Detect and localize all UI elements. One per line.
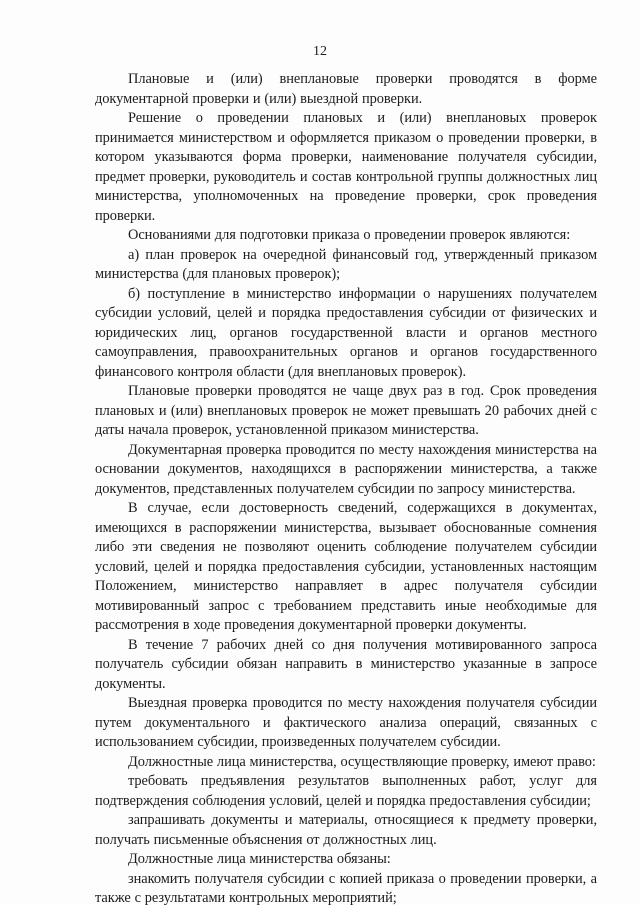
paragraph: Основаниями для подготовки приказа о проведении проверок являются: [128, 227, 571, 243]
paragraph: Должностные лица министерства, осуществляющие проверку, имеют право: [128, 753, 596, 770]
paragraph: знакомить получателя субсидии с копией приказа о проведении проверки, а также с результатами контрольных мероприятий; [95, 870, 597, 905]
paragraph: а) план проверок на очередной финансовый год, утвержденный приказом министерства (для плановых проверок); [95, 246, 597, 282]
paragraph: В течение 7 рабочих дней со дня получения мотивированного запроса получатель субсидии обязан направить в министерство указанные в запросе документы. [95, 636, 597, 692]
paragraph: Выездная проверка проводится по месту нахождения получателя субсидии путем документального и фактического анализа операций, связанных с использованием субсидии, произведенных получателем субсидии. [95, 695, 597, 750]
paragraph: В случае, если достоверность сведений, содержащихся в документах, имеющихся в распоряжении министерства, вызывает обоснованные сомнения либо эти сведения не позволяют оценить соблюдение получателем субсидии условий, целей и порядка предоставления субсидии, установленных настоящим Положением, министерство направляет в адрес получателя субсидии мотивированный запрос с требованием представить иные необходимые для рассмотрения в ходе проведения документарной проверки документы. [95, 500, 597, 633]
paragraph: Документарная проверка проводится по месту нахождения министерства на основании документов, находящихся в распоряжении министерства, а также документов, представленных получателем субсидии по запросу министерства. [95, 441, 597, 497]
paragraph: требовать предъявления результатов выполненных работ, услуг для подтверждения соблюдения условий, целей и порядка предоставления субсидии; [95, 773, 597, 809]
paragraph: Плановые и (или) внеплановые проверки проводятся в форме документарной проверки и (или) выездной проверки. [95, 71, 597, 107]
paragraph: Должностные лица министерства обязаны: [128, 851, 391, 867]
paragraph: Решение о проведении плановых и (или) внеплановых проверок принимается министерством и оформляется приказом о проведении проверки, в котором указываются форма проверки, наименование получателя субсидии, предмет проверки, руководитель и состав контрольной группы должностных лиц министерства, уполномоченных на проведение проверки, срок проведения проверки. [95, 110, 597, 224]
page-number: 12 [313, 44, 327, 59]
paragraph: б) поступление в министерство информации о нарушениях получателем субсидии условий, целей и порядка предоставления субсидии от физических и юридических лиц, органов государственной власти и органов местного самоуправления, правоохранительных органов и органов государственного финансового контроля области (для внеплановых проверок). [95, 285, 597, 380]
document-body [95, 70, 597, 905]
paragraph: Плановые проверки проводятся не чаще двух раз в год. Срок проведения плановых и (или) внеплановых проверок не может превышать 20 рабочих дней с даты начала проверок, установленной приказом министерства. [95, 383, 597, 438]
paragraph: запрашивать документы и материалы, относящиеся к предмету проверки, получать письменные объяснения от должностных лиц. [95, 812, 597, 848]
